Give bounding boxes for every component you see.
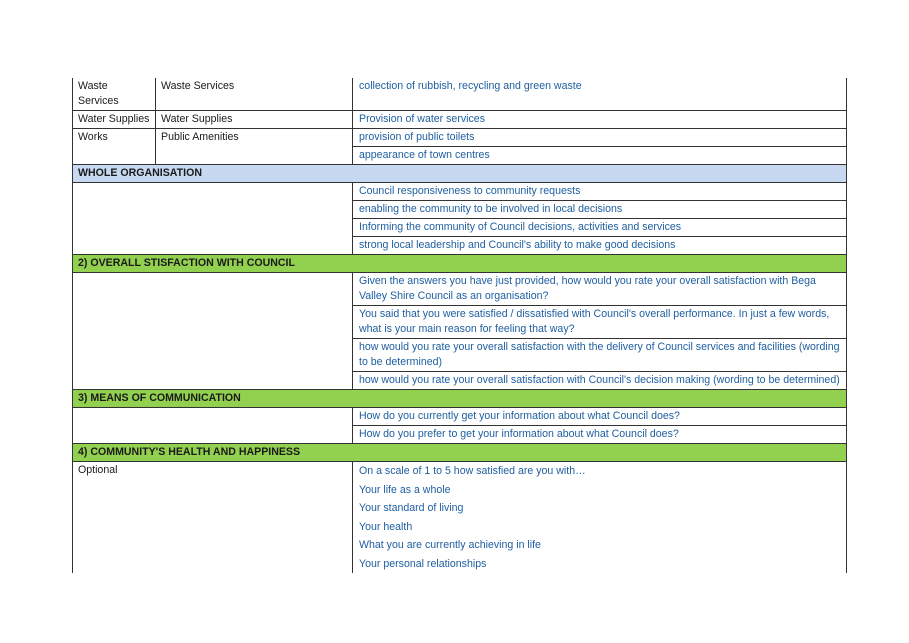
list-item: You said that you were satisfied / dissatisfied with Council's overall performance. In just a few words, what is your main reason for feeling that way? bbox=[353, 306, 846, 339]
area-cell: Water Supplies bbox=[73, 111, 156, 128]
list-item: How do you currently get your information about what Council does? bbox=[353, 408, 846, 426]
service-cell: Public Amenities bbox=[156, 129, 353, 164]
list-item: strong local leadership and Council's ability to make good decisions bbox=[359, 239, 676, 251]
survey-table bbox=[72, 78, 847, 573]
list-item: Informing the community of Council decisions, activities and services bbox=[353, 219, 846, 237]
items-cell bbox=[353, 111, 846, 128]
list-item: how would you rate your overall satisfaction with Council's decision making (wording to be determined) bbox=[359, 374, 840, 386]
items-cell bbox=[353, 183, 846, 254]
optional-label: Optional bbox=[73, 462, 353, 573]
table-row bbox=[72, 111, 847, 129]
list-item: On a scale of 1 to 5 how satisfied are you with… bbox=[359, 465, 586, 477]
list-item: Your health bbox=[359, 520, 413, 533]
empty-cell bbox=[73, 408, 353, 443]
table-row bbox=[72, 183, 847, 255]
section-heading: WHOLE ORGANISATION bbox=[72, 165, 847, 183]
list-item: Provision of water services bbox=[359, 113, 485, 125]
list-item: Your life as a whole bbox=[359, 483, 451, 496]
table-row bbox=[72, 78, 847, 111]
section-heading: 3) MEANS OF COMMUNICATION bbox=[72, 390, 847, 408]
items-cell bbox=[353, 462, 846, 573]
service-cell: Water Supplies bbox=[156, 111, 353, 128]
list-item: What you are currently achieving in life bbox=[359, 539, 541, 551]
section-heading: 4) COMMUNITY'S HEALTH AND HAPPINESS bbox=[72, 444, 847, 462]
items-cell bbox=[353, 129, 846, 164]
area-cell: Works bbox=[73, 129, 156, 164]
items-cell bbox=[353, 408, 846, 443]
area-cell: Waste Services bbox=[73, 78, 156, 110]
service-cell: Waste Services bbox=[156, 78, 353, 110]
list-item: how would you rate your overall satisfaction with the delivery of Council services and facilities (wording to be determined) bbox=[353, 339, 846, 372]
section-heading: 2) OVERALL STISFACTION WITH COUNCIL bbox=[72, 255, 847, 273]
table-row bbox=[72, 408, 847, 444]
list-item: Given the answers you have just provided, how would you rate your overall satisfaction with Bega Valley Shire Council as an organisation? bbox=[353, 273, 846, 306]
list-item: collection of rubbish, recycling and green waste bbox=[359, 80, 582, 92]
list-item: appearance of town centres bbox=[359, 149, 490, 161]
list-item: Your personal relationships bbox=[359, 557, 487, 570]
list-item: provision of public toilets bbox=[353, 129, 846, 147]
empty-cell bbox=[73, 183, 353, 254]
empty-cell bbox=[73, 273, 353, 389]
items-cell bbox=[353, 273, 846, 389]
list-item: Your standard of living bbox=[359, 502, 464, 514]
table-row bbox=[72, 273, 847, 390]
table-row bbox=[72, 129, 847, 165]
table-row bbox=[72, 462, 847, 573]
items-cell bbox=[353, 78, 846, 110]
list-item: enabling the community to be involved in local decisions bbox=[353, 201, 846, 219]
list-item: Council responsiveness to community requests bbox=[353, 183, 846, 201]
list-item: How do you prefer to get your information about what Council does? bbox=[359, 428, 679, 440]
